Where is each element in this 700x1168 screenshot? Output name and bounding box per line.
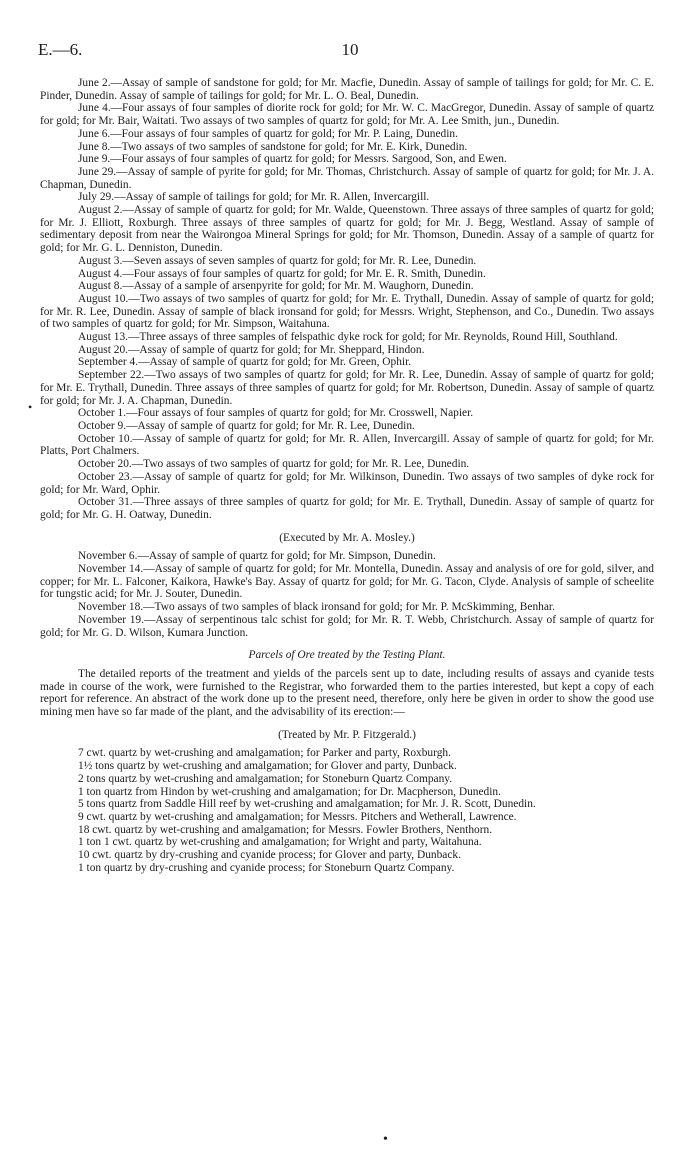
page-number: 10 bbox=[341, 40, 359, 59]
assay-entries-list bbox=[40, 77, 654, 522]
assay-entry: June 29.—Assay of sample of pyrite for gold; for Mr. Thomas, Christchurch. Assay of sample of quartz for gold; for Mr. J. A. Chapman, Dunedin. bbox=[40, 165, 654, 191]
assay-entry: August 10.—Two assays of two samples of quartz for gold; for Mr. E. Trythall, Dunedin. Assay of sample of quartz for gold; for Mr. R. Lee, Dunedin. Assay of sample of black ironsand for gold; for Messrs. Wright, Stephenson, and Co., Dunedin. Two assays of two samples of quartz for gold; for Mr. Simpson, Waitahuna. bbox=[40, 292, 654, 331]
assay-entry: October 20.—Two assays of two samples of quartz for gold; for Mr. R. Lee, Dunedin. bbox=[78, 458, 470, 471]
parcel-entry: 18 cwt. quartz by wet-crushing and amalgamation; for Messrs. Fowler Brothers, Nenthorn. bbox=[78, 823, 493, 836]
footer-mark: • bbox=[383, 1132, 388, 1147]
parcel-entry: 7 cwt. quartz by wet-crushing and amalgamation; for Parker and party, Roxburgh. bbox=[78, 747, 451, 760]
parcels-list bbox=[40, 747, 654, 874]
page-body bbox=[40, 77, 654, 874]
assay-entry: October 10.—Assay of sample of quartz for gold; for Mr. R. Allen, Invercargill. Assay of sample of quartz for gold; for Mr. Platts, Port Chalmers. bbox=[40, 432, 654, 458]
assay-entry: June 2.—Assay of sample of sandstone for gold; for Mr. Macfie, Dunedin. Assay of sample of tailings for gold; for Mr. C. E. Pinder, Dunedin. Assay of sample of tailings for gold; for Mr. L. O. Beal, Dunedin. bbox=[40, 77, 654, 102]
assay-entry: August 4.—Four assays of four samples of quartz for gold; for Mr. E. R. Smith, Dunedin. bbox=[78, 267, 486, 280]
parcel-entry: 10 cwt. quartz by dry-crushing and cyanide process; for Glover and party, Dunback. bbox=[78, 849, 461, 862]
section-title: Parcels of Ore treated by the Testing Plant. bbox=[248, 649, 446, 662]
assay-entry: June 9.—Four assays of four samples of quartz for gold; for Messrs. Sargood, Son, and Ewen. bbox=[78, 153, 507, 166]
assay-entry: November 6.—Assay of sample of quartz for gold; for Mr. Simpson, Dunedin. bbox=[78, 550, 436, 563]
parcel-entry: 1 ton quartz from Hindon by wet-crushing and amalgamation; for Dr. Macpherson, Dunedin. bbox=[78, 785, 501, 798]
assay-entry: November 19.—Assay of serpentinous talc schist for gold; for Mr. R. T. Webb, Christchurch. Assay of sample of quartz for gold; for Mr. G. D. Wilson, Kumara Junction. bbox=[40, 613, 654, 639]
document-reference: E.—6. bbox=[38, 40, 83, 59]
assay-entry: October 23.—Assay of sample of quartz for gold; for Mr. Wilkinson, Dunedin. Two assays of two samples of dyke rock for gold; for Mr. Ward, Ophir. bbox=[40, 470, 654, 496]
intro-paragraph: The detailed reports of the treatment and yields of the parcels sent up to date, including results of assays and cyanide tests made in course of the work, were furnished to the Registrar, who forwarded them to the parties interested, but kept a copy of each report for reference. An abstract of the work done up to the present need, therefore, only here be given in order to show the good use mining men have so far made of the plant, and the advisability of its erection:— bbox=[40, 667, 654, 719]
margin-mark: • bbox=[28, 400, 33, 414]
subheading-fitzgerald: (Treated by Mr. P. Fitzgerald.) bbox=[278, 728, 416, 741]
assay-entry: July 29.—Assay of sample of tailings for gold; for Mr. R. Allen, Invercargill. bbox=[78, 191, 430, 204]
parcel-entry: 9 cwt. quartz by wet-crushing and amalgamation; for Messrs. Pitchers and Wetherall, Lawrence. bbox=[78, 810, 517, 823]
mosley-entries-list bbox=[40, 550, 654, 639]
assay-entry: September 22.—Two assays of two samples of quartz for gold; for Mr. R. Lee, Dunedin. Assay of sample of quartz for gold; for Mr. E. Trythall, Dunedin. Three assays of three samples of quartz for gold; for Mr. Robertson, Dunedin. Assay of sample of quartz for gold; for Mr. J. A. Chapman, Dunedin. bbox=[40, 369, 654, 407]
assay-entry: September 4.—Assay of sample of quartz for gold; for Mr. Green, Ophir. bbox=[78, 356, 412, 369]
assay-entry: August 8.—Assay of a sample of arsenpyrite for gold; for Mr. M. Waughorn, Dunedin. bbox=[78, 280, 474, 293]
parcel-entry: 5 tons quartz from Saddle Hill reef by wet-crushing and amalgamation; for Mr. J. R. Scott, Dunedin. bbox=[78, 798, 536, 811]
assay-entry: November 14.—Assay of sample of quartz for gold; for Mr. Montella, Dunedin. Assay and analysis of ore for gold, silver, and copper; for Mr. L. Falconer, Kaikora, Hawke's Bay. Assay of quartz for gold; for Mr. G. Tacon, Clyde. Analysis of sample of scheelite for tungstic acid; for Mr. J. Souter, Dunedin. bbox=[40, 563, 654, 601]
assay-entry: August 3.—Seven assays of seven samples of quartz for gold; for Mr. R. Lee, Dunedin. bbox=[78, 254, 477, 267]
assay-entry: October 31.—Three assays of three samples of quartz for gold; for Mr. E. Trythall, Dunedin. Assay of sample of quartz for gold; for Mr. G. H. Oatway, Dunedin. bbox=[40, 496, 654, 521]
assay-entry: June 4.—Four assays of four samples of diorite rock for gold; for Mr. W. C. MacGregor, Dunedin. Assay of sample of quartz for gold; for Mr. Bair, Waitati. Two assays of two samples of quartz for gold; for Mr. A. Lee Smith, jun., Dunedin. bbox=[40, 102, 654, 128]
assay-entry: June 8.—Two assays of two samples of sandstone for gold; for Mr. E. Kirk, Dunedin. bbox=[78, 140, 468, 153]
assay-entry: October 9.—Assay of sample of quartz for gold; for Mr. R. Lee, Dunedin. bbox=[78, 419, 415, 432]
assay-entry: August 20.—Assay of sample of quartz for gold; for Mr. Sheppard, Hindon. bbox=[78, 343, 425, 356]
assay-entry: November 18.—Two assays of two samples of black ironsand for gold; for Mr. P. McSkimming, Benhar. bbox=[78, 601, 555, 614]
assay-entry: August 13.—Three assays of three samples of felspathic dyke rock for gold; for Mr. Reynolds, Round Hill, Southland. bbox=[78, 331, 618, 344]
assay-entry: August 2.—Assay of sample of quartz for gold; for Mr. Walde, Queenstown. Three assays of three samples of quartz for gold; for Mr. J. Elliott, Roxburgh. Three assays of three samples of quartz for gold; for Mr. J. Begg, Westland. Assay of sample of sedimentary deposit from near the Wairongoa Mineral Springs for gold; for Mr. Thomson, Dunedin. Assay of a sample of quartz for gold; for Mr. G. L. Denniston, Dunedin. bbox=[40, 204, 654, 255]
parcel-entry: 2 tons quartz by wet-crushing and amalgamation; for Stoneburn Quartz Company. bbox=[78, 772, 453, 785]
parcel-entry: 1 ton quartz by dry-crushing and cyanide process; for Stoneburn Quartz Company. bbox=[78, 861, 455, 874]
subheading-mosley: (Executed by Mr. A. Mosley.) bbox=[279, 531, 415, 544]
page-header bbox=[38, 40, 662, 64]
parcel-entry: 1 ton 1 cwt. quartz by wet-crushing and amalgamation; for Wright and party, Waitahuna. bbox=[78, 836, 482, 849]
assay-entry: June 6.—Four assays of four samples of quartz for gold; for Mr. P. Laing, Dunedin. bbox=[78, 127, 458, 140]
assay-entry: October 1.—Four assays of four samples of quartz for gold; for Mr. Crosswell, Napier. bbox=[78, 407, 474, 420]
parcel-entry: 1½ tons quartz by wet-crushing and amalgamation; for Glover and party, Dunback. bbox=[78, 760, 457, 773]
